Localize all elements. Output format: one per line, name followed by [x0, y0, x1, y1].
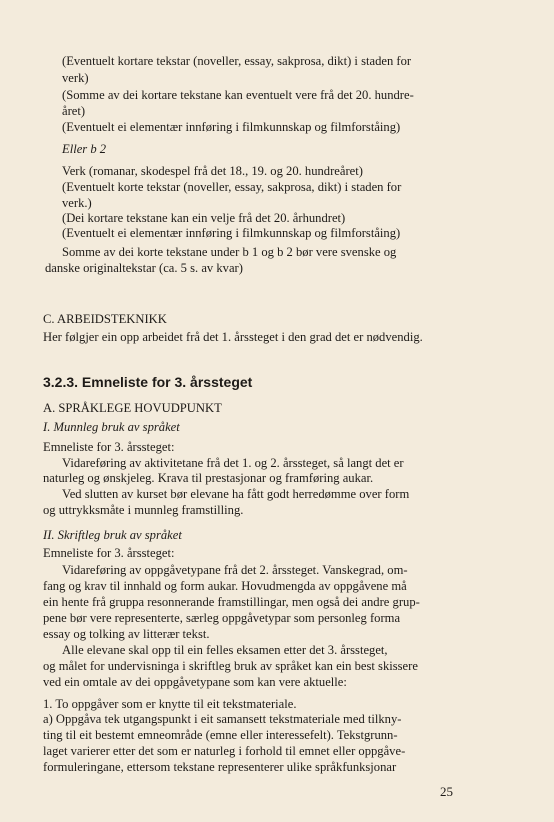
page-number: 25 [440, 784, 453, 799]
text-line: Vidareføring av oppgåvetypane frå det 2. årssteget. Vanskegrad, om- [62, 563, 408, 577]
section-title: A. SPRÅKLEGE HOVUDPUNKT [43, 401, 222, 415]
text-line: (Dei kortare tekstane kan ein velje frå det 20. århundret) [62, 211, 346, 225]
text-line: verk.) [62, 196, 92, 210]
text-line: Somme av dei korte tekstane under b 1 og b 2 bør vere svenske og [62, 245, 397, 259]
text-line: pene bør vere representerte, særleg oppgåvetypar som personleg forma [43, 611, 401, 625]
text-line: naturleg og ønskjeleg. Krava til prestasjonar og framføring aukar. [43, 471, 374, 485]
text-line: (Eventuelt ei elementær innføring i filmkunnskap og filmforståing) [62, 226, 401, 240]
text-line: og målet for undervisninga i skriftleg bruk av språket kan ein best skissere [43, 659, 418, 673]
text-line: danske originaltekstar (ca. 5 s. av kvar) [45, 261, 243, 275]
text-line: ting til eit bestemt emneområde (emne eller interessefelt). Tekstgrunn- [43, 728, 398, 742]
text-line: fang og krav til innhald og form aukar. Hovudmengda av oppgåvene må [43, 579, 407, 593]
text-line: Emneliste for 3. årssteget: [43, 440, 175, 454]
text-line: Alle elevane skal opp til ein felles eksamen etter det 3. årssteget, [62, 643, 388, 657]
text-line: Emneliste for 3. årssteget: [43, 546, 175, 560]
subsection-title: I. Munnleg bruk av språket [43, 420, 180, 434]
list-item: 1. To oppgåver som er knytte til eit tekstmateriale. [43, 697, 297, 711]
text-line: året) [62, 104, 86, 118]
text-line: (Somme av dei kortare tekstane kan eventuelt vere frå det 20. hundre- [62, 88, 414, 102]
text-line: og uttrykksmåte i munnleg framstilling. [43, 503, 244, 517]
text-line: (Eventuelt korte tekstar (noveller, essay, sakprosa, dikt) i staden for [62, 180, 402, 194]
text-line: verk) [62, 71, 89, 85]
text-line: Her følgjer ein opp arbeidet frå det 1. årssteget i den grad det er nødvendig. [43, 330, 423, 344]
text-line: ein hente frå gruppa resonnerande framstillingar, men også dei andre grup- [43, 595, 420, 609]
text-line: laget varierer etter det som er naturleg i forhold til emnet eller oppgåve- [43, 744, 406, 758]
list-item: a) Oppgåva tek utgangspunkt i eit samansett tekstmateriale med tilkny- [43, 712, 402, 726]
text-line: Ved slutten av kurset bør elevane ha fått godt herredømme over form [62, 487, 410, 501]
text-line: ved ein omtale av dei oppgåvetypane som kan vere aktuelle: [43, 675, 347, 689]
subsection-title: II. Skriftleg bruk av språket [43, 528, 182, 542]
section-heading: 3.2.3. Emneliste for 3. årssteget [43, 374, 253, 390]
text-line: formuleringane, ettersom tekstane representerer ulike språkfunksjonar [43, 760, 397, 774]
text-line: Verk (romanar, skodespel frå det 18., 19. og 20. hundreåret) [62, 164, 363, 178]
subsection-label: Eller b 2 [62, 142, 107, 156]
text-line: (Eventuelt kortare tekstar (noveller, essay, sakprosa, dikt) i staden for [62, 54, 412, 68]
text-line: (Eventuelt ei elementær innføring i filmkunnskap og filmforståing) [62, 120, 401, 134]
text-line: essay og tolking av litterær tekst. [43, 627, 210, 641]
section-title: C. ARBEIDSTEKNIKK [43, 312, 167, 326]
text-line: Vidareføring av aktivitetane frå det 1. og 2. årssteget, så langt det er [62, 456, 404, 470]
